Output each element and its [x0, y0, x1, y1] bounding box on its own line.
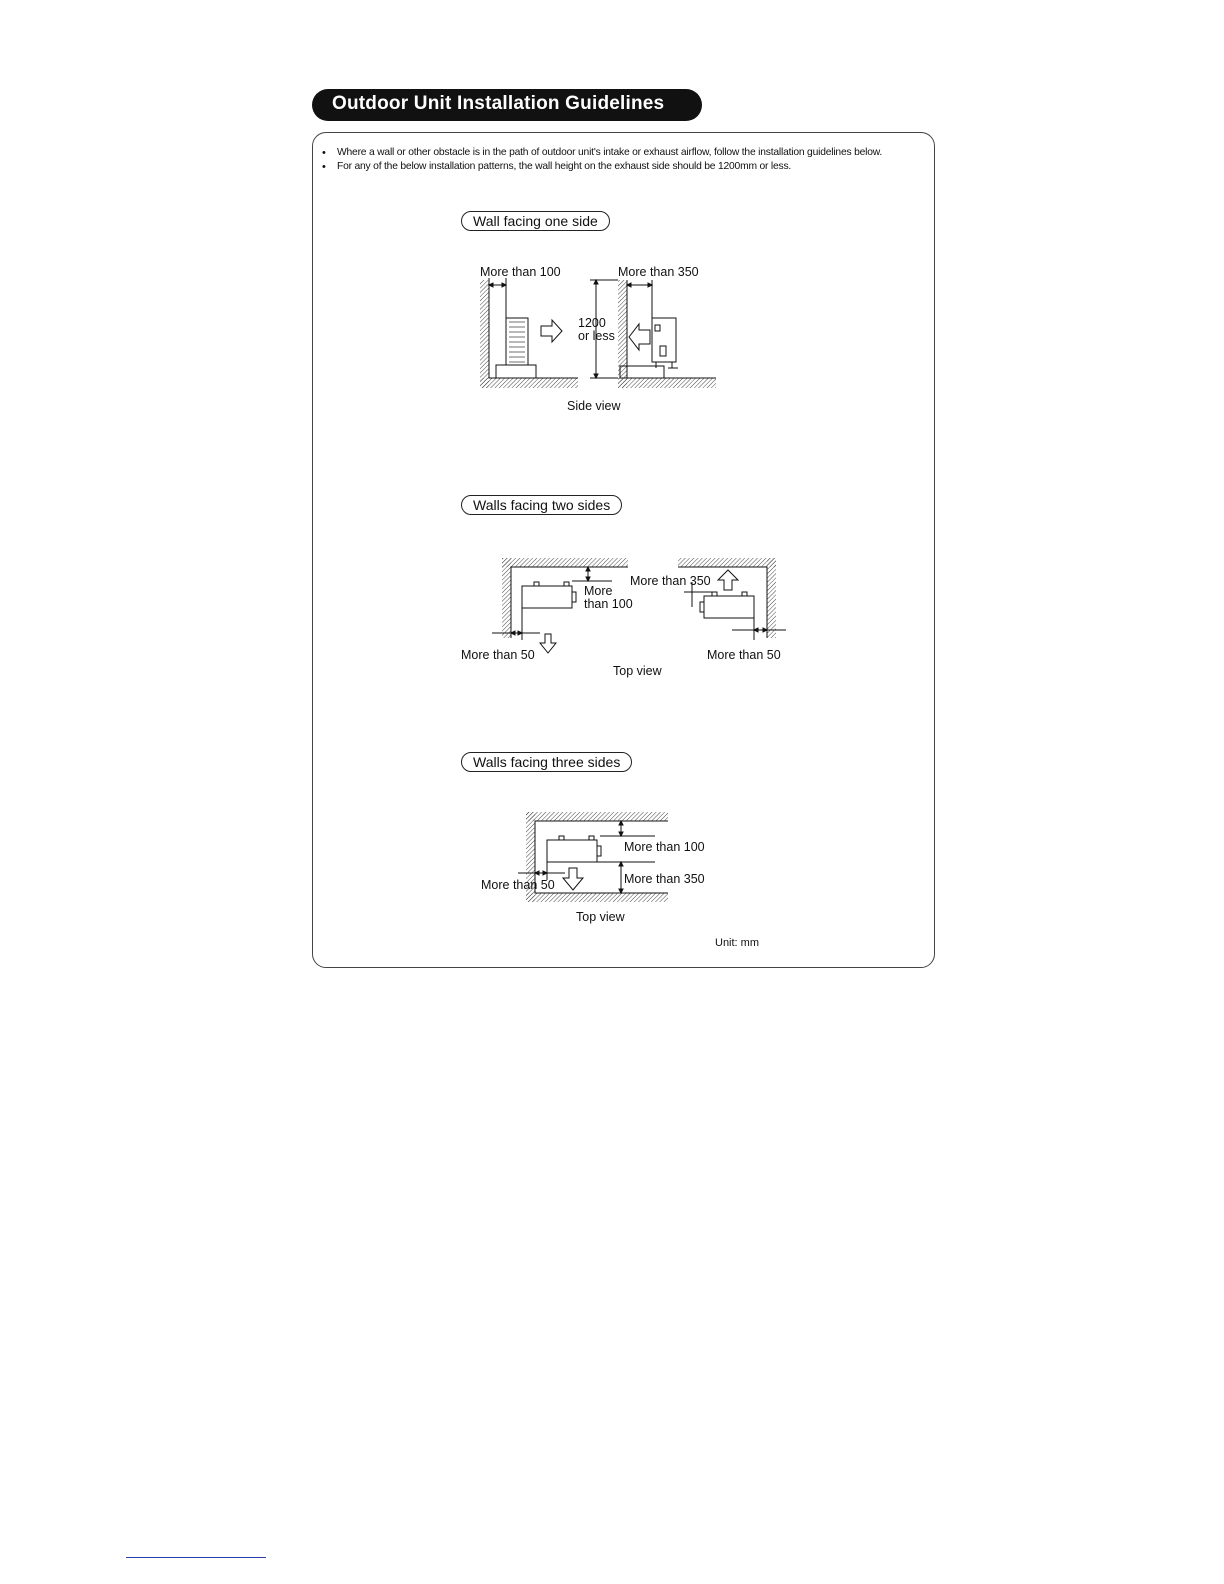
page-title: Outdoor Unit Installation Guidelines [332, 93, 665, 114]
airflow-arrow-icon [629, 324, 650, 350]
airflow-arrow-icon [563, 868, 583, 890]
clearance-top-label-2: than 100 [584, 597, 633, 611]
unit-base [496, 365, 536, 378]
intro-bullet: • Where a wall or other obstacle is in the path of outdoor unit's intake or exhaust airflow, follow the installation guidelines below. [322, 146, 922, 160]
clearance-top-label: More than 100 [624, 840, 705, 854]
airflow-arrow-icon [540, 634, 556, 653]
clearance-left-label: More than 100 [480, 265, 561, 279]
clearance-right-top-label: More than 350 [630, 574, 711, 588]
clearance-front-label: More than 350 [624, 872, 705, 886]
floor-hatch [480, 378, 578, 388]
diagram-caption: Side view [567, 399, 621, 413]
diagram-two-sides [492, 558, 786, 653]
section-label-two-sides: Walls facing two sides [461, 495, 622, 515]
outdoor-unit-top-icon [522, 586, 572, 608]
outdoor-unit-top-icon [704, 596, 754, 618]
height-label-2: or less [578, 329, 615, 343]
clearance-right-side-label: More than 50 [707, 648, 781, 662]
outdoor-unit-side-icon [506, 318, 528, 365]
intro-bullet: • For any of the below installation patterns, the wall height on the exhaust side should be 1200mm or less. [322, 160, 922, 174]
footer-divider [126, 1557, 266, 1558]
airflow-arrow-icon [541, 320, 562, 342]
wall-outline [489, 280, 578, 378]
clearance-left-side-label: More than 50 [461, 648, 535, 662]
height-label: 1200 [578, 316, 606, 330]
clearance-side-label: More than 50 [481, 878, 555, 892]
outdoor-unit-top-icon [547, 840, 597, 862]
airflow-arrow-icon [718, 570, 738, 590]
wall-hatch [480, 280, 489, 388]
clearance-top-label: More [584, 584, 613, 598]
clearance-right-label: More than 350 [618, 265, 699, 279]
section-label-one-side: Wall facing one side [461, 211, 610, 231]
section-label-three-sides: Walls facing three sides [461, 752, 632, 772]
diagram-caption: Top view [613, 664, 662, 678]
diagram-caption: Top view [576, 910, 625, 924]
unit-note: Unit: mm [715, 937, 759, 949]
